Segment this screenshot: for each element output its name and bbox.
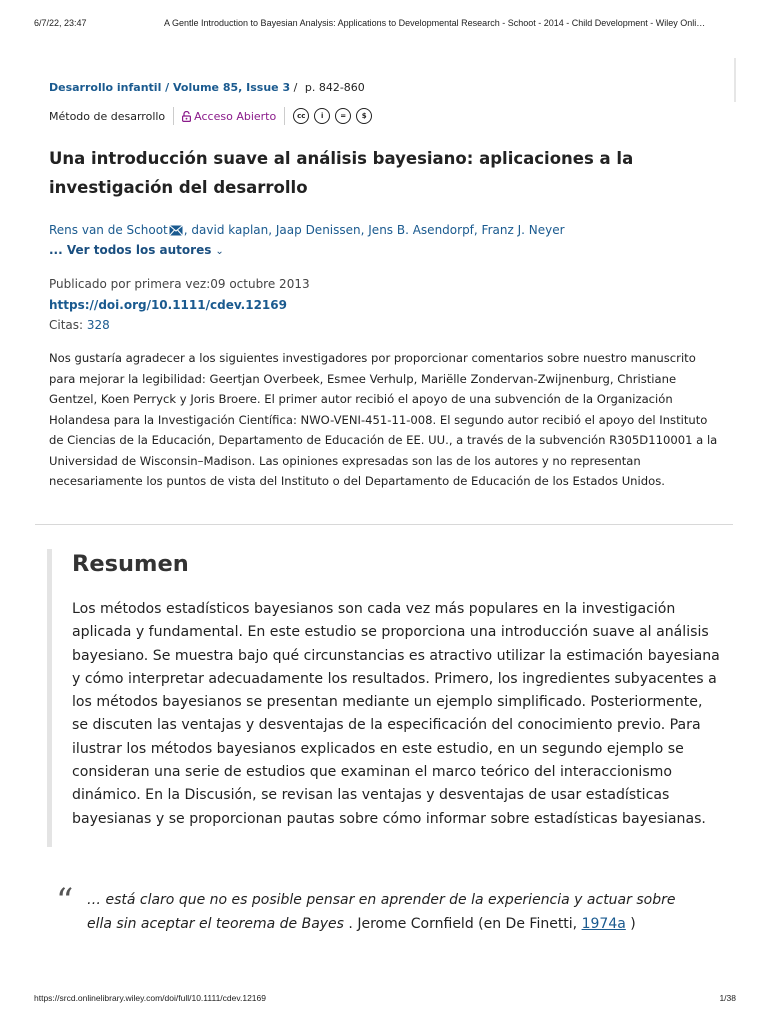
- cc-icon: cc: [293, 108, 309, 124]
- print-url: https://srcd.onlinelibrary.wiley.com/doi/full/10.1111/cdev.12169: [34, 993, 266, 1003]
- publication-info: [49, 274, 310, 336]
- section-divider: [35, 524, 733, 525]
- chevron-down-icon: ⌄: [215, 246, 224, 257]
- open-access-label: Acceso Abierto: [194, 109, 277, 123]
- quote-mark-icon: “: [56, 881, 74, 921]
- citations-count-link[interactable]: 328: [86, 318, 110, 332]
- acknowledgement-text: Nos gustaría agradecer a los siguientes investigadores por proporcionar comentarios sobre nuestro manuscrito para mejorar la legibilidad: Geertjan Overbeek, Esmee Verhulp, Mariëlle Zondervan-Zwijnenburg, Christiane Gentzel, Koen Perryck y Joris Broere. El primer autor recibió el apoyo de una subvención de la Organización Holandesa para la Investigación Científica: NWO-VENI-451-11-008. El segundo autor recibió el apoyo del Instituto de Ciencias de la Educación, Departamento de Educación de EE. UU., a través de la subvención R305D110001 a la Universidad de Wisconsin–Madison. Las opiniones expresadas son las de los autores y no representan necesariamente los puntos de vista del Instituto o del Departamento de Educación de los Estados Unidos.: [49, 351, 718, 488]
- page-range: p. 842-860: [304, 81, 365, 94]
- print-datetime: 6/7/22, 23:47: [34, 18, 87, 28]
- quote-attribution: . Jerome Cornfield (en De Finetti,: [348, 915, 578, 932]
- author-list: Rens van de Schoot , david kaplan, Jaap Denissen, Jens B. Asendorpf, Franz J. Neyer: [49, 223, 565, 237]
- show-all-authors-label: ... Ver todos los autores: [49, 243, 212, 257]
- quote-text: … está claro que no es posible pensar en aprender de la experiencia y actuar sobre ella sin aceptar el teorema de Bayes: [87, 892, 676, 932]
- author-link[interactable]: Jens B. Asendorpf: [368, 223, 474, 237]
- scrollbar-track: [734, 58, 736, 102]
- citations-label: Citas:: [49, 318, 84, 332]
- journal-issue-link[interactable]: Desarrollo infantil / Volume 85, Issue 3: [49, 81, 291, 94]
- reference-link[interactable]: 1974a: [581, 915, 626, 932]
- nc-icon: $: [356, 108, 372, 124]
- author-link[interactable]: Franz J. Neyer: [481, 223, 565, 237]
- envelope-icon[interactable]: [169, 225, 183, 236]
- print-page-title: A Gentle Introduction to Bayesian Analysis: Applications to Developmental Research - Schoot - 2014 - Child Development - Wiley Onli…: [164, 18, 706, 28]
- divider: [173, 107, 174, 125]
- author-link[interactable]: david kaplan: [191, 223, 269, 237]
- open-lock-icon: [182, 111, 191, 122]
- abstract-heading: Resumen: [72, 551, 189, 577]
- doi-link[interactable]: https://doi.org/10.1111/cdev.12169: [49, 297, 287, 312]
- epigraph-quote: [87, 889, 687, 936]
- article-section: Método de desarrollo: [49, 109, 166, 123]
- open-access-badge[interactable]: [182, 110, 276, 123]
- abstract-accent-bar: [47, 549, 52, 847]
- quote-close: ): [630, 915, 636, 932]
- divider: [284, 107, 285, 125]
- print-footer: [34, 993, 736, 1007]
- breadcrumb-separator: /: [293, 81, 298, 94]
- author-link[interactable]: Jaap Denissen: [275, 223, 361, 237]
- article-title: Una introducción suave al análisis bayesiano: aplicaciones a la investigación del desarrollo: [49, 149, 634, 197]
- license-icons[interactable]: [293, 108, 372, 124]
- print-page-number: 1/38: [719, 993, 736, 1003]
- article-meta: [49, 106, 372, 126]
- by-icon: i: [314, 108, 330, 124]
- published-date: 09 octubre 2013: [210, 277, 310, 291]
- journal-breadcrumb: [49, 81, 365, 94]
- print-header: [34, 18, 738, 32]
- nd-icon: =: [335, 108, 351, 124]
- author-link[interactable]: Rens van de Schoot: [49, 223, 168, 237]
- published-label: Publicado por primera vez:: [49, 277, 211, 291]
- show-all-authors-toggle[interactable]: [49, 243, 224, 257]
- abstract-text: Los métodos estadísticos bayesianos son cada vez más populares en la investigación aplicada y fundamental. En este estudio se proporciona una introducción suave al análisis bayesiano. Se muestra bajo qué circunstancias es atractivo utilizar la estimación bayesiana y cómo interpretar adecuadamente los resultados. Primero, los ingredientes subyacentes a los métodos bayesianos se presentan mediante un ejemplo simplificado. Posteriormente, se discuten las ventajas y desventajas de la especificación del conocimiento previo. Para ilustrar los métodos bayesianos explicados en este estudio, en un segundo ejemplo se consideran una serie de estudios que examinan el marco teórico del interaccionismo dinámico. En la Discusión, se revisan las ventajas y desventajas de usar estadísticas bayesianas y se proporcionan pautas sobre cómo informar sobre estadísticas bayesianas.: [72, 601, 720, 827]
